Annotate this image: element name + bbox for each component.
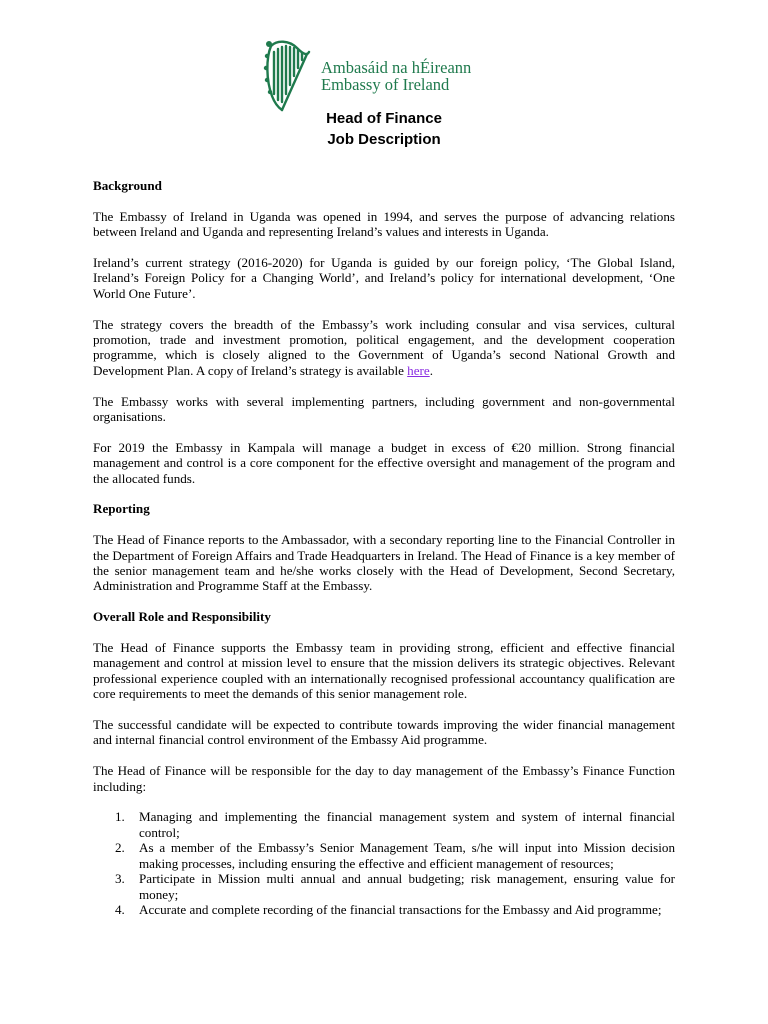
- list-item: [93, 902, 675, 917]
- background-paragraph-1: The Embassy of Ireland in Uganda was opened in 1994, and serves the purpose of advancing relations between Ireland and Uganda and representing Ireland’s values and interests in Uganda.: [93, 208, 675, 240]
- embassy-name: [321, 59, 471, 93]
- reporting-heading: Reporting: [93, 501, 150, 517]
- list-item-number: 3.: [115, 871, 125, 887]
- strategy-text-end: .: [429, 362, 433, 378]
- overall-role-heading: Overall Role and Responsibility: [93, 609, 271, 625]
- background-heading: Background: [93, 178, 162, 193]
- list-item: [93, 840, 675, 871]
- list-item-number: 2.: [115, 840, 125, 856]
- background-paragraph-2: Ireland’s current strategy (2016-2020) for Uganda is guided by our foreign policy, ‘The Global Island, Ireland’s Foreign Policy for a Changing World’, and Ireland’s policy for international development, ‘One World One Future’.: [93, 255, 675, 301]
- list-item-number: 4.: [115, 901, 125, 917]
- document-body: [93, 178, 675, 917]
- harp-icon: [263, 38, 313, 112]
- overall-paragraph-2: The successful candidate will be expected to contribute towards improving the wider financial management and internal financial control environment of the Embassy Aid programme.: [93, 717, 675, 748]
- strategy-text: The strategy covers the breadth of the Embassy’s work including consular and visa services, cultural promotion, trade and investment promotion, political engagement, and the development cooperation programme, which is closely aligned to the Government of Uganda’s second National Growth and Development Plan. A copy of Ireland’s strategy is available: [93, 316, 675, 378]
- embassy-header: [263, 38, 503, 114]
- list-item-text: As a member of the Embassy’s Senior Management Team, s/he will input into Mission decision making processes, including ensuring the effective and efficient management of resources;: [139, 840, 675, 871]
- list-item-text: Managing and implementing the financial management system and system of internal financial control;: [139, 809, 675, 840]
- embassy-name-irish: Ambasáid na hÉireann: [321, 58, 472, 77]
- background-paragraph-3: [93, 317, 675, 379]
- background-paragraph-4: The Embassy works with several implementing partners, including government and non-governmental organisations.: [93, 393, 675, 425]
- background-paragraph-5: For 2019 the Embassy in Kampala will manage a budget in excess of €20 million. Strong financial management and control is a core component for the effective oversight and management of the program and the allocated funds.: [93, 439, 675, 486]
- list-item-text: Participate in Mission multi annual and annual budgeting; risk management, ensuring value for money;: [139, 871, 675, 902]
- overall-paragraph-1: The Head of Finance supports the Embassy team in providing strong, efficient and effective financial management and control at mission level to ensure that the mission delivers its strategic objectives. Relevant professional experience coupled with an internationally recognised professional accountancy qualification are core requirements to meet the demands of this senior management role.: [93, 640, 675, 702]
- embassy-name-english: Embassy of Ireland: [321, 75, 450, 94]
- document-title: [0, 108, 768, 150]
- list-item-number: 1.: [115, 809, 125, 825]
- list-item: [93, 809, 675, 840]
- title-line-2: Job Description: [327, 131, 441, 148]
- overall-paragraph-3: The Head of Finance will be responsible for the day to day management of the Embassy’s Finance Function including:: [93, 763, 675, 794]
- list-item-text: Accurate and complete recording of the financial transactions for the Embassy and Aid programme;: [139, 901, 662, 917]
- duties-list: [93, 809, 675, 917]
- list-item: [93, 871, 675, 902]
- reporting-paragraph: The Head of Finance reports to the Ambassador, with a secondary reporting line to the Financial Controller in the Department of Foreign Affairs and Trade Headquarters in Ireland. The Head of Finance is a key member of the senior management team and he/she works closely with the Head of Development, Second Secretary, Administration and Programme Staff at the Embassy.: [93, 532, 675, 594]
- title-line-1: Head of Finance: [326, 110, 442, 127]
- strategy-link[interactable]: here: [407, 362, 430, 378]
